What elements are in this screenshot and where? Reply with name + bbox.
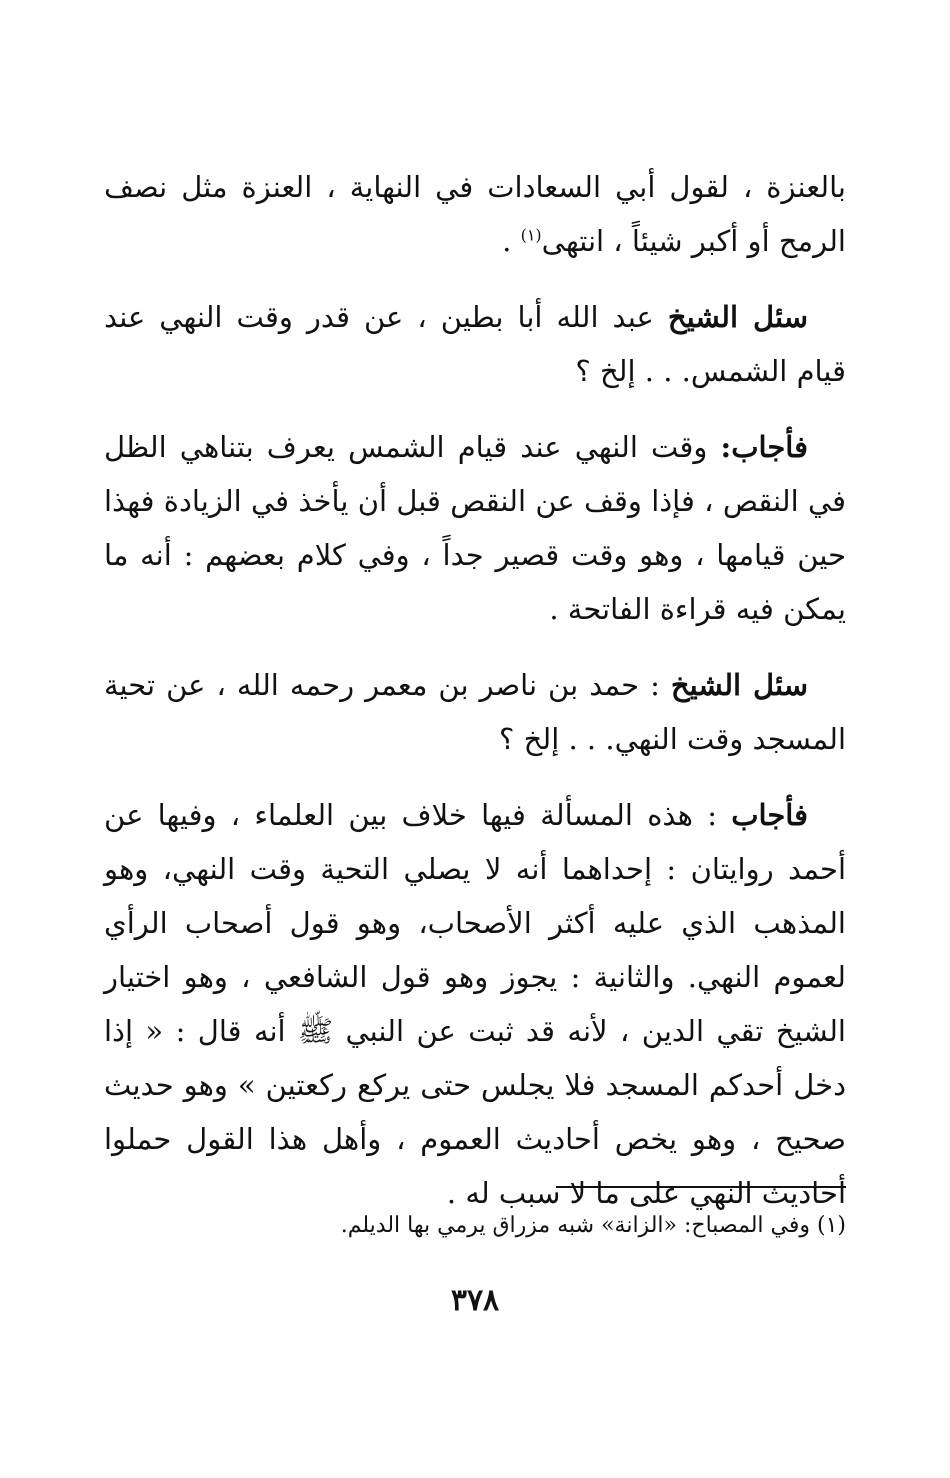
paragraph-5 bbox=[104, 788, 846, 1220]
footnote-reference[interactable]: (١) bbox=[520, 225, 542, 245]
paragraph-2 bbox=[104, 290, 846, 398]
paragraph-3-text: وقت النهي عند قيام الشمس يعرف بتناهي الظل في النقص ، فإذا وقف عن النقص قبل أن يأخذ في الزيادة فهذا حين قيامها ، وهو وقت قصير جداً ، وفي كلام بعضهم : أنه ما يمكن فيه قراءة الفاتحة . bbox=[104, 430, 846, 626]
paragraph-4-text: : حمد بن ناصر بن معمر رحمه الله ، عن تحية المسجد وقت النهي. . . إلخ ؟ bbox=[104, 668, 846, 756]
paragraph-4-lead: سئل الشيخ bbox=[670, 668, 808, 702]
paragraph-1 bbox=[104, 160, 846, 268]
paragraph-4 bbox=[104, 658, 846, 766]
paragraph-1-tail: . bbox=[502, 224, 521, 258]
paragraph-5-text: : هذه المسألة فيها خلاف بين العلماء ، وفيها عن أحمد روايتان : إحداهما أنه لا يصلي التحية وقت النهي، وهو المذهب الذي عليه أكثر الأصحاب، وهو قول أصحاب الرأي لعموم النهي. والثانية : يجوز وهو قول الشافعي ، وهو اختيار الشيخ تقي الدين ، لأنه قد ثبت عن النبي ﷺ أنه قال : « إذا دخل أحدكم المسجد فلا يجلس حتى يركع ركعتين » وهو حديث صحيح ، وهو يخص أحاديث العموم ، وأهل هذا القول حملوا أحاديث النهي على ما لا سبب له . bbox=[104, 798, 846, 1210]
paragraph-5-lead: فأجاب bbox=[731, 798, 808, 832]
paragraph-2-text: عبد الله أبا بطين ، عن قدر وقت النهي عند قيام الشمس. . . إلخ ؟ bbox=[104, 300, 846, 388]
paragraph-2-lead: سئل الشيخ bbox=[667, 300, 808, 334]
paragraph-3-lead: فأجاب: bbox=[720, 430, 808, 464]
footnote: (١) وفي المصباح: «الزانة» شبه مزراق يرمي بها الديلم. bbox=[340, 1213, 846, 1238]
page-number: ٣٧٨ bbox=[450, 1283, 500, 1318]
main-text bbox=[104, 160, 846, 1242]
footnote-divider bbox=[556, 1186, 846, 1188]
paragraph-1-text: بالعنزة ، لقول أبي السعادات في النهاية ، العنزة مثل نصف الرمح أو أكبر شيئاً ، انتهى bbox=[104, 170, 846, 258]
paragraph-3 bbox=[104, 420, 846, 636]
